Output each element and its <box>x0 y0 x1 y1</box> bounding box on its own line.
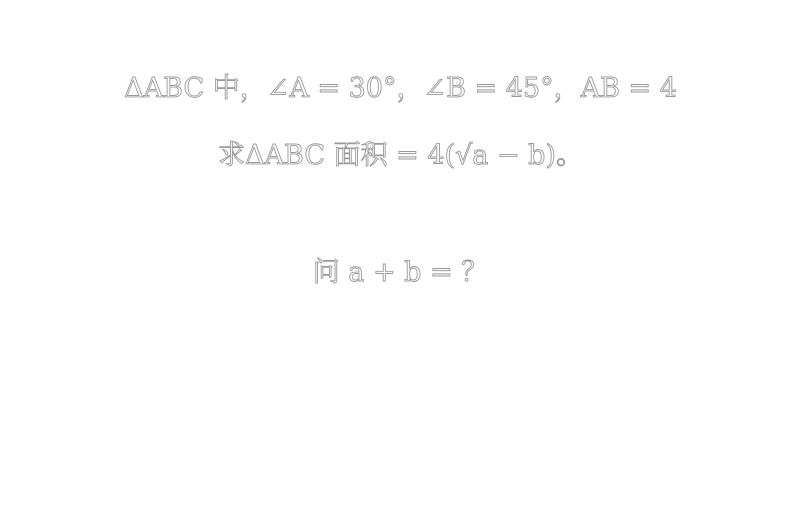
problem-statement-line-1: ΔABC 中，∠A = 30°，∠B = 45°，AB = 4 <box>124 73 677 104</box>
problem-statement-line-2: 求ΔABC 面积 = 4(√a − b)。 <box>218 140 583 171</box>
problem-question: 问 a + b = ？ <box>312 257 489 288</box>
